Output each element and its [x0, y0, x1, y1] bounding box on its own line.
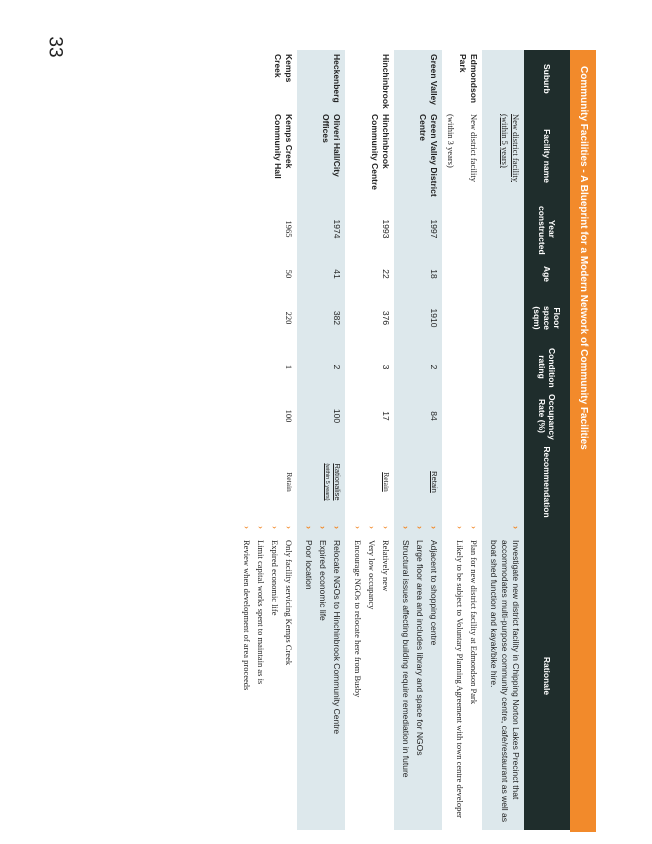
- column-header: Facility name: [524, 110, 570, 202]
- column-header: Floor space (sqm): [524, 292, 570, 344]
- rationale-item: [428, 526, 439, 826]
- floor-cell: 1910: [394, 292, 442, 344]
- age-cell: 22: [345, 256, 393, 292]
- rationale-text: Investigate new district facility in Chipping Norton Lakes Precinct that accommodates multi-purpose community centre, cafe/restaurant as well as boat shed function and kayak/bike hire.: [488, 540, 521, 823]
- year-cell: [442, 202, 482, 256]
- chevron-right-icon: ›: [256, 526, 267, 529]
- chevron-right-icon: ›: [380, 526, 391, 529]
- age-cell: 50: [235, 256, 297, 292]
- age-cell: 41: [297, 256, 345, 292]
- column-header: Year constructed: [524, 202, 570, 256]
- table-row: [442, 50, 482, 830]
- rationale-cell: [297, 522, 345, 830]
- column-header: Suburb: [524, 50, 570, 110]
- rationale-item: [400, 526, 411, 826]
- chevron-right-icon: ›: [242, 526, 253, 529]
- table-row: [297, 50, 345, 830]
- facility-cell: Oliveri Hall/City Offices: [297, 110, 345, 202]
- year-cell: 1997: [394, 202, 442, 256]
- rationale-text: Relocate NGOs to Hinchinbrook Community Centre: [332, 540, 343, 735]
- floor-cell: 220: [235, 292, 297, 344]
- suburb-cell: Kemps Creek: [235, 50, 297, 110]
- year-cell: 1974: [297, 202, 345, 256]
- age-cell: [442, 256, 482, 292]
- occupancy-cell: [442, 390, 482, 442]
- recommendation-cell: Retain: [235, 442, 297, 522]
- column-header: Recommendation: [524, 442, 570, 522]
- facility-cell: Green Valley District Centre: [394, 110, 442, 202]
- condition-cell: [482, 344, 524, 390]
- facility-note: (within 5 years): [499, 114, 510, 168]
- rationale-item: [488, 526, 521, 826]
- rationale-text: Expired economic life: [270, 540, 281, 616]
- rationale-cell: [394, 522, 442, 830]
- table-row: [394, 50, 442, 830]
- rationale-item: [454, 526, 465, 826]
- chevron-right-icon: ›: [366, 526, 377, 529]
- rationale-text: Large floor area and includes library and space for NGOs: [414, 540, 425, 756]
- facility-note: (within 3 years): [445, 114, 456, 168]
- occupancy-cell: 84: [394, 390, 442, 442]
- facility-name: New district facility: [511, 114, 521, 182]
- rationale-item: [414, 526, 425, 826]
- column-header: Age: [524, 256, 570, 292]
- condition-cell: 2: [394, 344, 442, 390]
- rationale-item: [317, 526, 328, 826]
- chevron-right-icon: ›: [352, 526, 363, 529]
- rationale-item: [468, 526, 479, 826]
- floor-cell: [482, 292, 524, 344]
- rationale-item: [331, 526, 342, 826]
- facility-name: New district facility: [468, 114, 479, 182]
- table-row: [345, 50, 393, 830]
- chevron-right-icon: ›: [468, 526, 479, 529]
- rationale-text: Poor location: [304, 540, 315, 590]
- title-accent: [570, 826, 596, 832]
- table-header-row: [524, 50, 570, 830]
- recommendation-cell: [297, 442, 345, 522]
- facility-cell: [442, 110, 482, 202]
- rationale-text: Limit capital works spent to maintain as is: [256, 540, 267, 685]
- recommendation-text: Rationalise: [333, 463, 343, 501]
- suburb-cell: Green Valley: [394, 50, 442, 110]
- floor-cell: 382: [297, 292, 345, 344]
- chevron-right-icon: ›: [270, 526, 281, 529]
- recommendation-cell: [442, 442, 482, 522]
- rationale-item: [351, 526, 362, 826]
- rationale-item: [255, 526, 266, 826]
- rationale-item: [380, 526, 391, 826]
- rationale-text: Relatively new: [380, 540, 391, 592]
- rationale-item: [269, 526, 280, 826]
- column-header: Occupancy Rate (%): [524, 390, 570, 442]
- facility-cell: [482, 110, 524, 202]
- facility-cell: Hinchinbrook Community Centre: [345, 110, 393, 202]
- rationale-cell: [235, 522, 297, 830]
- floor-cell: 376: [345, 292, 393, 344]
- recommendation-cell: Retain: [345, 442, 393, 522]
- chevron-right-icon: ›: [414, 526, 425, 529]
- column-header: Rationale: [524, 522, 570, 830]
- rationale-cell: [442, 522, 482, 830]
- table-row: [482, 50, 524, 830]
- rationale-text: Review when development of area proceeds: [242, 540, 253, 691]
- column-header: Condition rating: [524, 344, 570, 390]
- condition-cell: 3: [345, 344, 393, 390]
- year-cell: 1965: [235, 202, 297, 256]
- rationale-item: [283, 526, 294, 826]
- rationale-text: Plan for new district facility at Edmondson Park: [468, 540, 479, 705]
- rationale-item: [303, 526, 314, 826]
- rationale-cell: [345, 522, 393, 830]
- chevron-right-icon: ›: [400, 526, 411, 529]
- rationale-cell: [482, 522, 524, 830]
- chevron-right-icon: ›: [454, 526, 465, 529]
- recommendation-cell: Retain: [394, 442, 442, 522]
- rationale-text: Encourage NGOs to relocate here from Busby: [352, 540, 363, 698]
- page-number: 33: [44, 36, 66, 58]
- rationale-text: Only facility servicing Kemps Creek: [284, 540, 295, 666]
- occupancy-cell: 100: [297, 390, 345, 442]
- suburb-cell: Heckenberg: [297, 50, 345, 110]
- recommendation-note: (within 5 years): [323, 463, 330, 501]
- chevron-right-icon: ›: [428, 526, 439, 529]
- condition-cell: 2: [297, 344, 345, 390]
- chevron-right-icon: ›: [284, 526, 295, 529]
- chevron-right-icon: ›: [318, 526, 329, 529]
- recommendation-cell: [482, 442, 524, 522]
- rationale-text: Expired economic life: [318, 540, 329, 621]
- occupancy-cell: 17: [345, 390, 393, 442]
- rationale-text: Very low occupancy: [366, 540, 377, 610]
- rationale-item: [241, 526, 252, 826]
- year-cell: 1993: [345, 202, 393, 256]
- rationale-text: Adjacent to shopping centre: [428, 540, 439, 646]
- rationale-item: [366, 526, 377, 826]
- year-cell: [482, 202, 524, 256]
- chevron-right-icon: ›: [332, 526, 343, 529]
- floor-cell: [442, 292, 482, 344]
- table-row: [235, 50, 297, 830]
- age-cell: 18: [394, 256, 442, 292]
- suburb-cell: Hinchinbrook: [345, 50, 393, 110]
- facility-cell: Kemps Creek Community Hall: [235, 110, 297, 202]
- rationale-text: Structural issues affecting building require remediation in future: [400, 540, 411, 778]
- occupancy-cell: 100: [235, 390, 297, 442]
- suburb-cell: [482, 50, 524, 110]
- age-cell: [482, 256, 524, 292]
- section-title: Community Facilities - A Blueprint for a Modern Network of Community Facilities: [570, 50, 596, 830]
- suburb-cell: Edmondson Park: [442, 50, 482, 110]
- facilities-sheet: [96, 50, 596, 830]
- rationale-text: Likely to be subject to Voluntary Planning Agreement with town centre developer: [454, 540, 465, 818]
- chevron-right-icon: ›: [304, 526, 315, 529]
- condition-cell: 1: [235, 344, 297, 390]
- facilities-table: [235, 50, 570, 830]
- chevron-right-icon: ›: [511, 526, 521, 529]
- condition-cell: [442, 344, 482, 390]
- occupancy-cell: [482, 390, 524, 442]
